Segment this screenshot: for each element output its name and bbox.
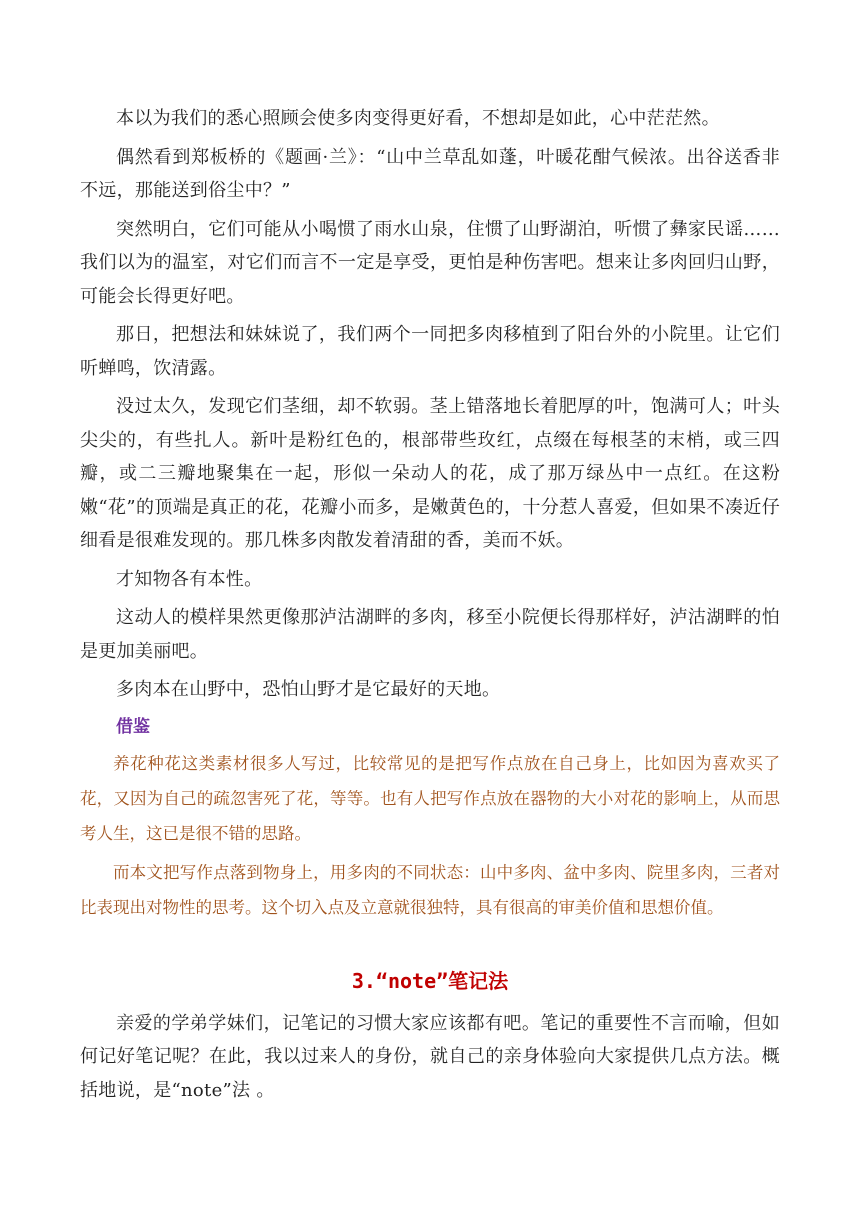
- essay-paragraph-1: 本以为我们的悉心照顾会使多肉变得更好看，不想却是如此，心中茫茫然。: [116, 108, 720, 129]
- commentary-heading: 借鉴: [116, 716, 150, 737]
- section-body: [80, 1007, 780, 1108]
- section-title: 3.“note”笔记法: [351, 968, 509, 993]
- essay-paragraph-8: 多肉本在山野中，恐怕山野才是它最好的天地。: [116, 679, 501, 700]
- essay-paragraph-2: 偶然看到郑板桥的《题画·兰》：“山中兰草乱如蓬，叶暖花酣气候浓。出谷送香非不远，那能送到俗尘中？”: [80, 146, 780, 201]
- essay-body: [80, 102, 780, 707]
- essay-paragraph-4: 那日，把想法和妹妹说了，我们两个一同把多肉移植到了阳台外的小院里。让它们听蝉鸣，饮清露。: [80, 324, 780, 379]
- commentary-section: [80, 712, 780, 925]
- section-paragraph-1: 亲爱的学弟学妹们，记笔记的习惯大家应该都有吧。笔记的重要性不言而喻，但如何记好笔记呢？在此，我以过来人的身份，就自己的亲身体验向大家提供几点方法。概括地说，是“note”法 。: [80, 1012, 780, 1101]
- essay-paragraph-6: 才知物各有本性。: [116, 568, 263, 590]
- commentary-paragraph-1: 养花种花这类素材很多人写过，比较常见的是把写作点放在自己身上，比如因为喜欢买了花，又因为自己的疏忽害死了花，等等。也有人把写作点放在器物的大小对花的影响上，从而思考人生，这已是很不错的思路。: [80, 753, 780, 843]
- commentary-paragraph-2: 而本文把写作点落到物身上，用多肉的不同状态：山中多肉、盆中多肉、院里多肉，三者对比表现出对物性的思考。这个切入点及立意就很独特，具有很高的审美价值和思想价值。: [80, 862, 780, 917]
- essay-paragraph-3: 突然明白，它们可能从小喝惯了雨水山泉，住惯了山野湖泊，听惯了彝家民谣……我们以为的温室，对它们而言不一定是享受，更怕是种伤害吧。想来让多肉回归山野，可能会长得更好吧。: [80, 218, 780, 307]
- essay-paragraph-5: 没过太久，发现它们茎细，却不软弱。茎上错落地长着肥厚的叶，饱满可人；叶头尖尖的，有些扎人。新叶是粉红色的，根部带些玫红，点缀在每根茎的末梢，或三四瓣，或二三瓣地聚集在一起，形似一朵动人的花，成了那万绿丛中一点红。在这粉嫩“花”的顶端是真正的花，花瓣小而多，是嫩黄色的，十分惹人喜爱，但如果不凑近仔细看是很难发现的。那几株多肉散发着清甜的香，美而不妖。: [80, 396, 780, 551]
- essay-paragraph-7: 这动人的模样果然更像那泸沽湖畔的多肉，移至小院便长得那样好，泸沽湖畔的怕是更加美丽吧。: [80, 607, 780, 662]
